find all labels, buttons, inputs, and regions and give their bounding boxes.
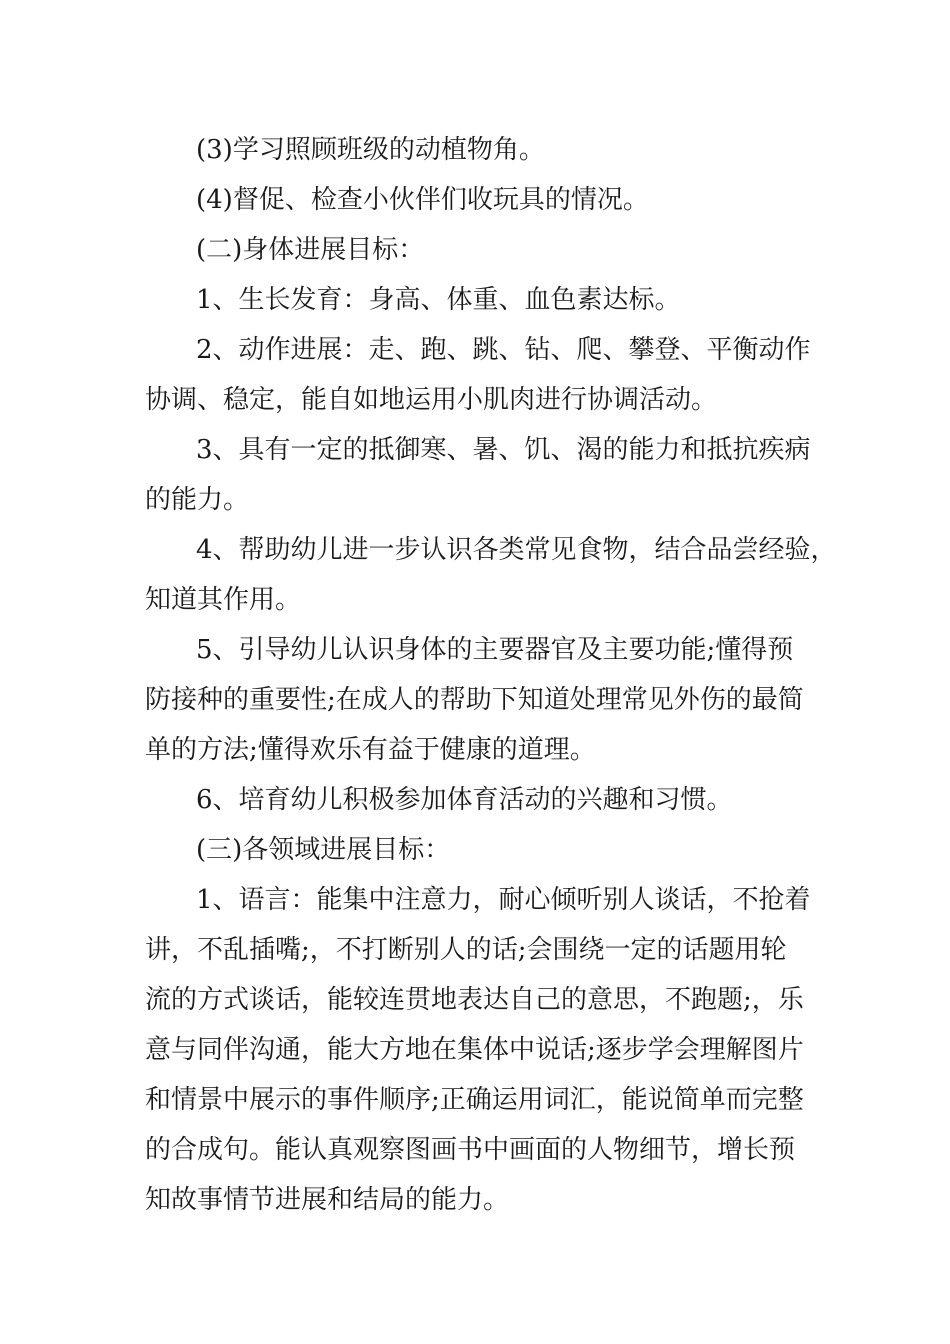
text-line: 协调、稳定，能自如地运用小肌肉进行协调活动。 [145, 385, 718, 415]
text-line: 的合成句。能认真观察图画书中画面的人物细节，增长预 [145, 1135, 796, 1165]
text-line: 讲，不乱插嘴;，不打断别人的话;会围绕一定的话题用轮 [145, 935, 787, 965]
text-line: 1、生长发育：身高、体重、血色素达标。 [196, 285, 681, 315]
text-line: 单的方法;懂得欢乐有益于健康的道理。 [145, 735, 596, 765]
text-line: 4、帮助幼儿进一步认识各类常见食物，结合品尝经验， [196, 535, 837, 565]
text-line: 3、具有一定的抵御寒、暑、饥、渴的能力和抵抗疾病 [196, 435, 811, 465]
text-line: (3)学习照顾班级的动植物角。 [196, 135, 545, 165]
text-line: 的能力。 [145, 485, 250, 515]
text-line: 2、动作进展：走、跑、跳、钻、爬、攀登、平衡动作 [196, 335, 811, 365]
text-line: 流的方式谈话，能较连贯地表达自己的意思，不跑题;，乐 [145, 985, 804, 1015]
text-line: (4)督促、检查小伙伴们收玩具的情况。 [196, 185, 649, 215]
text-line: 意与同伴沟通，能大方地在集体中说话;逐步学会理解图片 [145, 1035, 804, 1065]
text-line: 5、引导幼儿认识身体的主要器官及主要功能;懂得预 [196, 635, 794, 665]
text-line: 6、培育幼儿积极参加体育活动的兴趣和习惯。 [196, 785, 733, 815]
text-line: 1、语言：能集中注意力，耐心倾听别人谈话，不抢着 [196, 885, 811, 915]
section-heading: (二)身体进展目标： [196, 235, 425, 265]
section-heading: (三)各领域进展目标： [196, 835, 451, 865]
text-line: 知道其作用。 [145, 585, 302, 615]
text-line: 知故事情节进展和结局的能力。 [145, 1185, 510, 1215]
text-line: 防接种的重要性;在成人的帮助下知道处理常见外伤的最简 [145, 685, 804, 715]
text-line: 和情景中展示的事件顺序;正确运用词汇，能说简单而完整 [145, 1085, 804, 1115]
